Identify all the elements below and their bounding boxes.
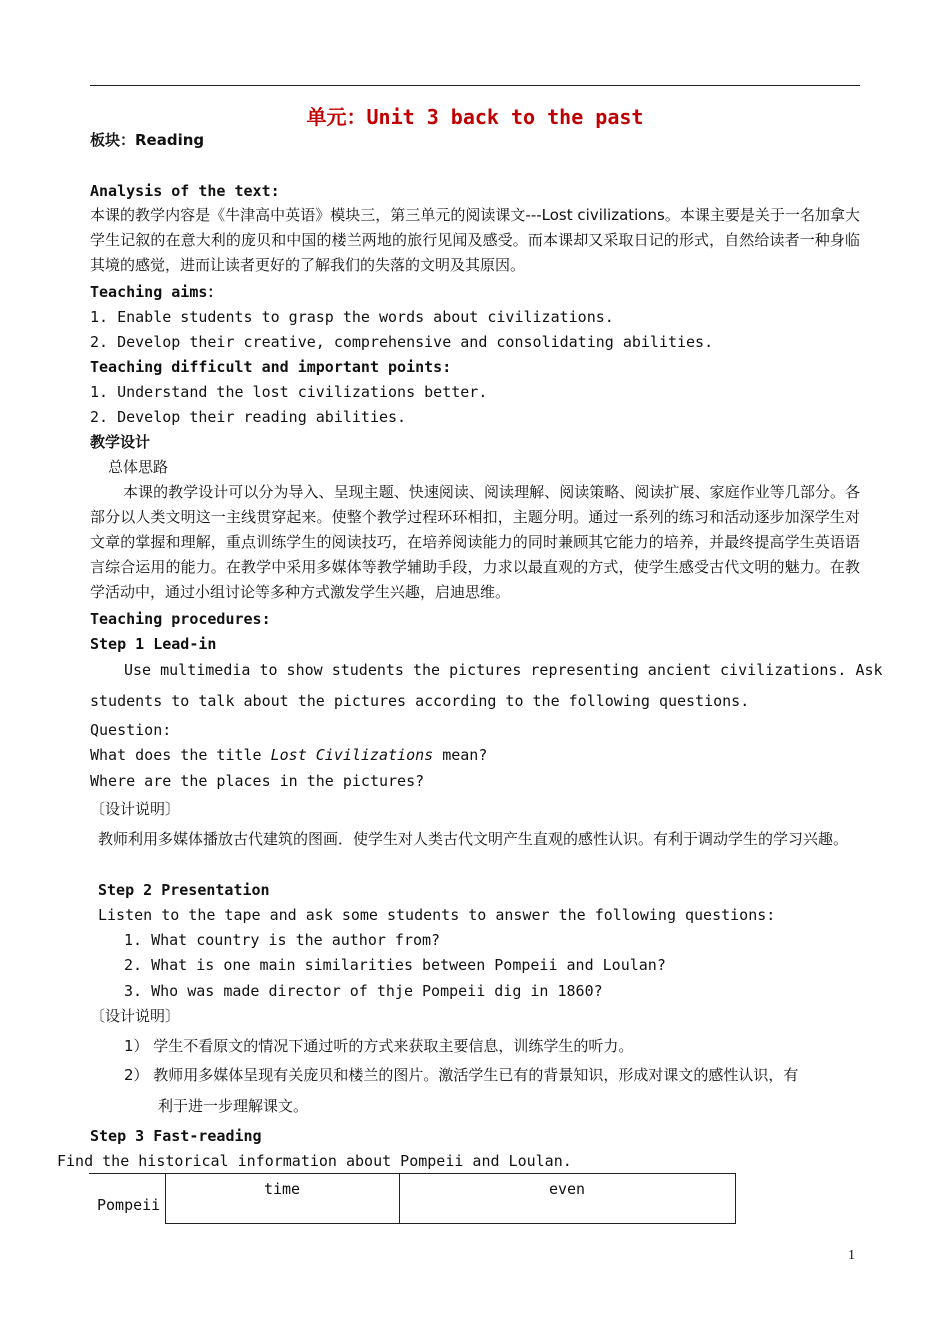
q1-pre: What does the title — [90, 746, 271, 764]
step1-question-label: Question: — [90, 721, 172, 739]
analysis-body: 本课的教学内容是《牛津高中英语》模块三，第三单元的阅读课文---Lost civilizations。本课主要是关于一名加拿大学生记叙的在意大利的庞贝和中国的楼兰两地的旅行见闻及感受。而本课却又采取日记的形式，自然给读者一种身临其境的感觉，进而让读者更好的了解我们的失落的文明及其原因。 — [90, 206, 860, 274]
step3-heading: Step 3 Fast-reading — [90, 1127, 262, 1145]
design-subheading: 总体思路 — [108, 458, 169, 476]
table-cell-time: time — [165, 1174, 399, 1224]
step1-heading: Step 1 Lead-in — [90, 635, 217, 653]
q1-title-italic: Lost Civilizations — [270, 746, 434, 764]
point-item-2: 2. Develop their reading abilities. — [90, 408, 407, 426]
step2-note-1: 1） 学生不看原文的情况下通过听的方式来获取主要信息，训练学生的听力。 — [124, 1037, 634, 1055]
step1-question-1 — [90, 745, 487, 765]
analysis-heading: Analysis of the text: — [90, 182, 280, 200]
point-item-1: 1. Understand the lost civilizations better. — [90, 383, 488, 401]
design-body: 本课的教学设计可以分为导入、呈现主题、快速阅读、阅读理解、阅读策略、阅读扩展、家庭作业等几部分。各部分以人类文明这一主线贯穿起来。使整个教学过程环环相扣，主题分明。通过一系列的练习和活动逐步加深学生对文章的掌握和理解，重点训练学生的阅读技巧，在培养阅读能力的同时兼顾其它能力的培养，并最终提高学生英语语言综合运用的能力。在教学中采用多媒体等教学辅助手段，力求以最直观的方式，使学生感受古代文明的魅力。在教学活动中，通过小组讨论等多种方式激发学生兴趣，启迪思维。 — [90, 483, 860, 601]
q1-post: mean? — [433, 746, 488, 764]
points-heading: Teaching difficult and important points: — [90, 358, 452, 376]
table-cell-even: even — [399, 1174, 735, 1224]
step2-intro: Listen to the tape and ask some students to answer the following questions: — [98, 906, 776, 924]
step1-note-body: 教师利用多媒体播放古代建筑的图画．使学生对人类古代文明产生直观的感性认识。有利于调动学生的学习兴趣。 — [98, 830, 849, 848]
step2-note-label: 〔设计说明〕 — [90, 1007, 181, 1025]
step2-question-1: 1. What country is the author from? — [124, 931, 441, 949]
step1-line-1: Use multimedia to show students the pictures representing ancient civilizations. Ask — [124, 661, 883, 679]
aim-item-2: 2. Develop their creative, comprehensive and consolidating abilities. — [90, 333, 714, 351]
step1-line-2: students to talk about the pictures according to the following questions. — [90, 692, 750, 710]
module-label: 板块：Reading — [90, 131, 205, 149]
step3-intro: Find the historical information about Pompeii and Loulan. — [57, 1152, 572, 1170]
step2-question-3: 3. Who was made director of thje Pompeii dig in 1860? — [124, 982, 603, 1000]
step2-question-2: 2. What is one main similarities between Pompeii and Loulan? — [124, 956, 666, 974]
history-table — [89, 1173, 736, 1224]
step1-question-2: Where are the places in the pictures? — [90, 772, 425, 790]
design-heading: 教学设计 — [90, 433, 151, 451]
step2-note-2-line-2: 利于进一步理解课文。 — [158, 1097, 309, 1115]
table-row-label: Pompeii — [89, 1174, 165, 1224]
page-title: 单元：Unit 3 back to the past — [306, 105, 644, 129]
page-number: 1 — [848, 1248, 855, 1263]
aims-heading: Teaching aims： — [90, 283, 223, 301]
procedures-heading: Teaching procedures: — [90, 610, 271, 628]
step2-note-2-line-1: 2） 教师用多媒体呈现有关庞贝和楼兰的图片。激活学生已有的背景知识，形成对课文的感性认识，有 — [124, 1066, 799, 1084]
aim-item-1: 1. Enable students to grasp the words about civilizations. — [90, 308, 614, 326]
header-rule — [90, 85, 860, 86]
table-row — [89, 1174, 735, 1224]
step2-heading: Step 2 Presentation — [98, 881, 270, 899]
step1-note-label: 〔设计说明〕 — [90, 800, 181, 818]
